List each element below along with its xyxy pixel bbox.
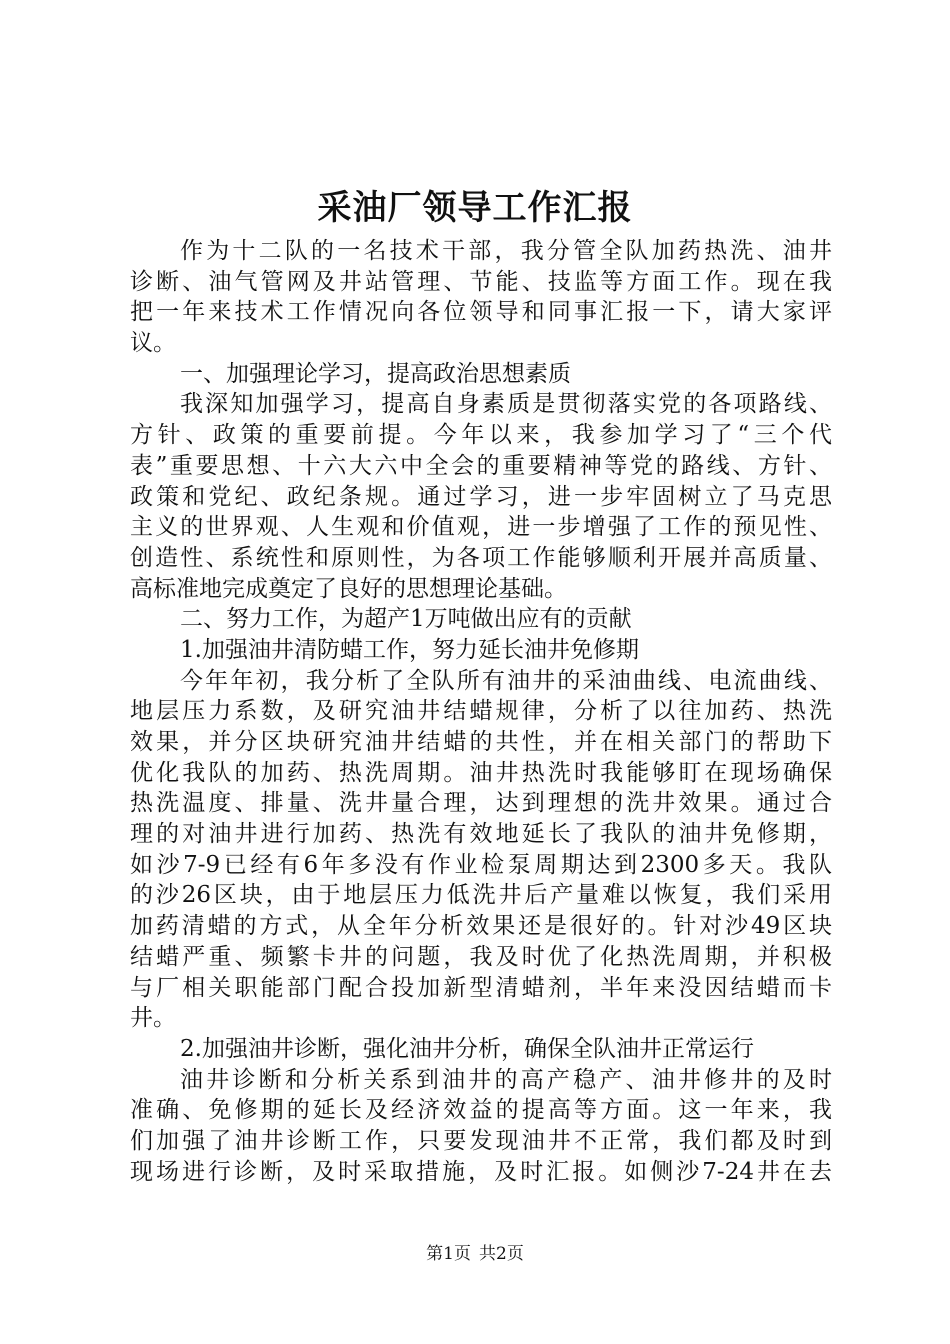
- paragraph-line: 议。: [130, 330, 176, 357]
- paragraph-line: 政策和党纪、政纪条规。通过学习，进一步牢固树立了马克思: [130, 483, 832, 510]
- paragraph-line: 效果，并分区块研究油井结蜡的共性，并在相关部门的帮助下: [130, 729, 832, 755]
- paragraph-line: 表”重要思想、十六大六中全会的重要精神等党的路线、方针、: [130, 452, 832, 479]
- paragraph-line: 我深知加强学习，提高自身素质是贯彻落实党的各项路线、: [180, 391, 832, 418]
- paragraph-line: 结蜡严重、频繁卡井的问题，我及时优了化热洗周期，并积极: [130, 943, 832, 970]
- paragraph-line: 优化我队的加药、热洗周期。油井热洗时我能够盯在现场确保: [130, 759, 832, 786]
- subsection-heading: 1.加强油井清防蜡工作，努力延长油井免修期: [180, 636, 639, 663]
- section-heading: 二、努力工作，为超产1万吨做出应有的贡献: [180, 606, 632, 633]
- subsection-heading: 2.加强油井诊断，强化油井分析，确保全队油井正常运行: [180, 1035, 754, 1062]
- paragraph-line: 地层压力系数，及研究油井结蜡规律，分析了以往加药、热洗: [130, 698, 832, 725]
- page-footer: [0, 1242, 950, 1266]
- paragraph-line: 如沙7-9已经有6年多没有作业检泵周期达到2300多天。我队: [130, 851, 832, 878]
- paragraph-line: 今年年初，我分析了全队所有油井的采油曲线、电流曲线、: [180, 667, 832, 694]
- paragraph-line: 高标准地完成奠定了良好的思想理论基础。: [130, 575, 567, 602]
- paragraph-line: 把一年来技术工作情况向各位领导和同事汇报一下，请大家评: [130, 299, 832, 326]
- paragraph-line: 诊断、油气管网及井站管理、节能、技监等方面工作。现在我: [130, 268, 832, 295]
- paragraph-line: 与厂相关职能部门配合投加新型清蜡剂，半年来没因结蜡而卡: [130, 974, 832, 1001]
- paragraph-line: 热洗温度、排量、洗井量合理，达到理想的洗井效果。通过合: [130, 790, 832, 817]
- section-heading: 一、加强理论学习，提高政治思想素质: [180, 360, 571, 387]
- document-body: [130, 236, 832, 1187]
- document-title: 采油厂领导工作汇报: [317, 188, 633, 228]
- paragraph-line: 创造性、系统性和原则性，为各项工作能够顺利开展并高质量、: [130, 544, 832, 571]
- paragraph-line: 准确、免修期的延长及经济效益的提高等方面。这一年来，我: [130, 1097, 832, 1124]
- paragraph-line: 的沙26区块，由于地层压力低洗井后产量难以恢复，我们采用: [130, 882, 832, 909]
- paragraph-line: 作为十二队的一名技术干部，我分管全队加药热洗、油井: [180, 238, 832, 264]
- paragraph-line: 加药清蜡的方式，从全年分析效果还是很好的。针对沙49区块: [130, 913, 832, 940]
- paragraph-line: 油井诊断和分析关系到油井的高产稳产、油井修井的及时: [180, 1066, 832, 1093]
- page-total: 共2页: [479, 1244, 524, 1264]
- paragraph-line: 方针、政策的重要前提。今年以来，我参加学习了“三个代: [130, 422, 832, 449]
- page-number: 第1页: [426, 1244, 471, 1264]
- paragraph-line: 理的对油井进行加药、热洗有效地延长了我队的油井免修期，: [130, 821, 832, 848]
- paragraph-line: 井。: [130, 1005, 176, 1032]
- paragraph-line: 主义的世界观、人生观和价值观，进一步增强了工作的预见性、: [130, 514, 832, 541]
- paragraph-line: 现场进行诊断，及时采取措施，及时汇报。如侧沙7-24井在去: [130, 1158, 832, 1185]
- paragraph-line: 们加强了油井诊断工作，只要发现油井不正常，我们都及时到: [130, 1127, 832, 1154]
